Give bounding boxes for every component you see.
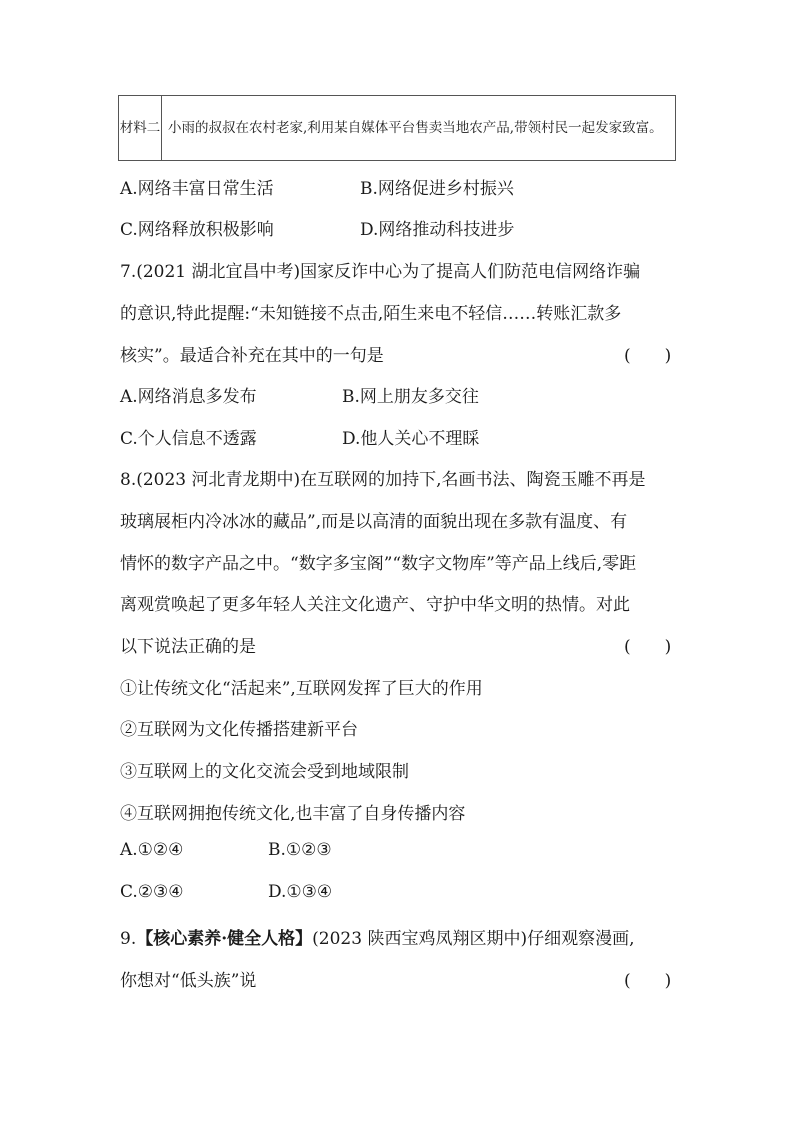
q8-statement-1: ①让传统文化“活起来”,互联网发挥了巨大的作用 <box>120 679 483 699</box>
q8-statement-3: ③互联网上的文化交流会受到地域限制 <box>120 762 409 782</box>
q8-option-c[interactable]: C.②③④ <box>120 882 184 902</box>
q7-answer-paren[interactable]: ( ) <box>624 346 672 366</box>
q7-stem-line-2: 的意识,特此提醒:“未知链接不点击,陌生来电不轻信……转账汇款多 <box>120 304 622 324</box>
q7-option-c[interactable]: C.个人信息不透露 <box>120 429 257 449</box>
q6-option-b[interactable]: B.网络促进乡村振兴 <box>360 179 514 199</box>
q9-number: 9. <box>120 929 137 949</box>
q9-stem-line-1-rest: (2023 陕西宝鸡凤翔区期中)仔细观察漫画, <box>312 929 635 949</box>
q9-stem-line-1 <box>120 924 635 949</box>
q7-option-d[interactable]: D.他人关心不理睬 <box>342 429 480 449</box>
q6-option-d[interactable]: D.网络推动科技进步 <box>360 220 515 240</box>
q7-option-b[interactable]: B.网上朋友多交往 <box>342 387 479 407</box>
material-table <box>118 95 676 161</box>
material-label: 材料二 <box>119 96 162 161</box>
q9-core-literacy-tag: 【核心素养·健全人格】 <box>136 929 313 949</box>
q8-option-b[interactable]: B.①②③ <box>268 840 332 860</box>
q8-stem-line-4: 离观赏唤起了更多年轻人关注文化遗产、守护中华文明的热情。对此 <box>120 595 630 615</box>
q8-stem-line-5: 以下说法正确的是 <box>120 637 256 657</box>
q6-option-a[interactable]: A.网络丰富日常生活 <box>120 179 274 199</box>
q8-option-a[interactable]: A.①②④ <box>120 840 184 860</box>
q8-stem-line-2: 玻璃展柜内冷冰冰的藏品”,而是以高清的面貌出现在多款有温度、有 <box>120 512 628 532</box>
q7-option-a[interactable]: A.网络消息多发布 <box>120 387 257 407</box>
q8-statement-4: ④互联网拥抱传统文化,也丰富了自身传播内容 <box>120 804 466 824</box>
q8-statement-2: ②互联网为文化传播搭建新平台 <box>120 720 358 740</box>
q7-stem-line-3: 核实”。最适合补充在其中的一句是 <box>120 346 384 366</box>
material-text: 小雨的叔叔在农村老家,利用某自媒体平台售卖当地农产品,带领村民一起发家致富。 <box>162 96 676 161</box>
q9-stem-line-2: 你想对“低头族”说 <box>120 971 257 991</box>
q8-answer-paren[interactable]: ( ) <box>624 637 672 657</box>
q8-stem-line-3: 情怀的数字产品之中。“数字多宝阁”“数字文物库”等产品上线后,零距 <box>120 554 637 574</box>
q8-option-d[interactable]: D.①③④ <box>268 882 333 902</box>
q9-answer-paren[interactable]: ( ) <box>624 971 672 991</box>
q6-option-c[interactable]: C.网络释放积极影响 <box>120 220 274 240</box>
q7-stem-line-1: 7.(2021 湖北宜昌中考)国家反诈中心为了提高人们防范电信网络诈骗 <box>120 262 641 282</box>
q8-stem-line-1: 8.(2023 河北青龙期中)在互联网的加持下,名画书法、陶瓷玉雕不再是 <box>120 470 646 490</box>
